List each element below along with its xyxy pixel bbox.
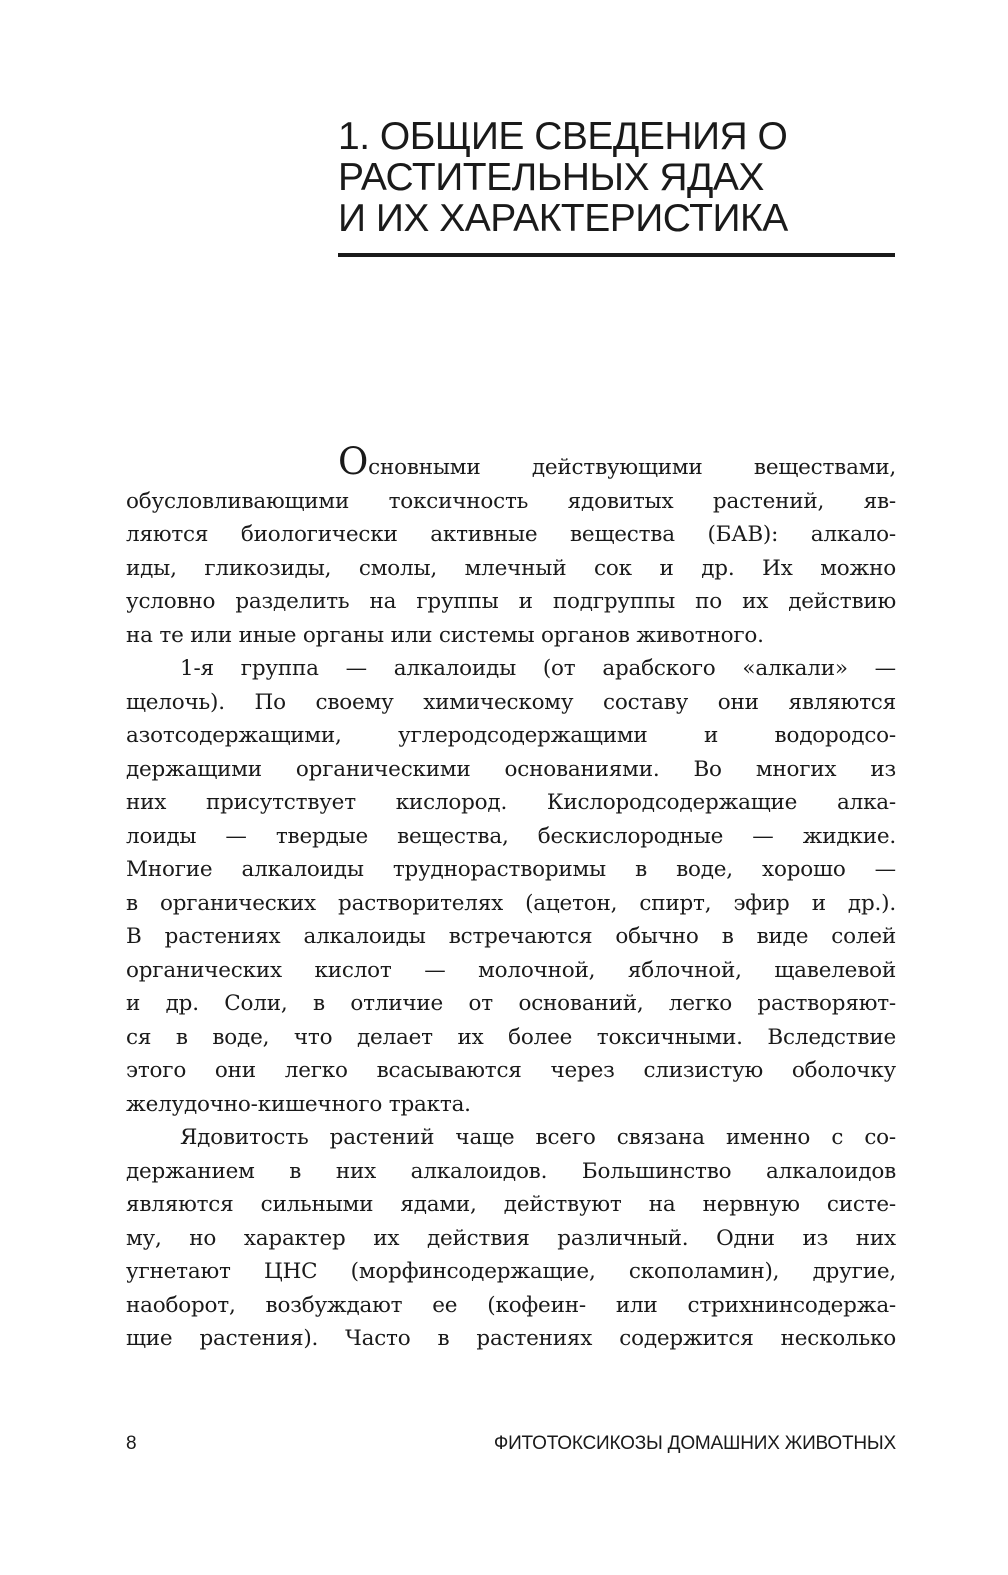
text-line: Многие алкалоиды труднорастворимы в воде, хорошо — <box>126 857 896 882</box>
text-line: щие растения). Часто в растениях содержится несколько <box>126 1326 896 1351</box>
text-line: Основными действующими веществами, <box>338 440 896 483</box>
text-line: В растениях алкалоиды встречаются обычно в виде солей <box>126 924 896 949</box>
text-line: Ядовитость растений чаще всего связана именно с со- <box>180 1125 896 1150</box>
chapter-heading-line: 1. ОБЩИЕ СВЕДЕНИЯ О <box>338 115 788 158</box>
text-line: на те или иные органы или системы органов животного. <box>126 622 764 648</box>
text-line: лоиды — твердые вещества, бескислородные — жидкие. <box>126 823 896 849</box>
text-line: му, но характер их действия различный. Одни из них <box>126 1225 896 1251</box>
text-line: азотсодержащими, углеродсодержащими и водородсо- <box>126 723 896 748</box>
text-line: в органических растворителях (ацетон, спирт, эфир и др.). <box>126 890 896 916</box>
text-line: 1-я группа — алкалоиды (от арабского «алкали» — <box>180 656 896 681</box>
text-line: обусловливающими токсичность ядовитых растений, яв- <box>126 488 896 514</box>
chapter-heading <box>338 116 898 239</box>
text-line: являются сильными ядами, действуют на нервную систе- <box>126 1192 896 1217</box>
text-line: желудочно-кишечного тракта. <box>126 1091 471 1117</box>
running-title: ФИТОТОКСИКОЗЫ ДОМАШНИХ ЖИВОТНЫХ <box>493 1433 896 1454</box>
text-line: органических кислот — молочной, яблочной, щавелевой <box>126 957 896 983</box>
heading-rule <box>338 253 895 257</box>
text-line: держащими органическими основаниями. Во многих из <box>126 756 896 782</box>
chapter-heading-line: И ИХ ХАРАКТЕРИСТИКА <box>338 197 788 240</box>
text-line: ся в воде, что делает их более токсичными. Вследствие <box>126 1024 896 1050</box>
paragraph-3 <box>126 1121 896 1356</box>
text-line: этого они легко всасываются через слизистую оболочку <box>126 1058 896 1083</box>
text-line: угнетают ЦНС (морфинсодержащие, скополамин), другие, <box>126 1259 896 1284</box>
text-line: щелочь). По своему химическому составу они являются <box>126 689 896 715</box>
body-text <box>126 440 896 1356</box>
text-line: наоборот, возбуждают ее (кофеин- или стрихнинсодержа- <box>126 1292 896 1318</box>
paragraph-1 <box>126 440 896 652</box>
text-line: и др. Соли, в отличие от оснований, легко растворяют- <box>126 991 896 1016</box>
page-number: 8 <box>126 1433 137 1454</box>
text-line: них присутствует кислород. Кислородсодержащие алка- <box>126 790 896 815</box>
text-line: держанием в них алкалоидов. Большинство алкалоидов <box>126 1158 896 1184</box>
paragraph-2 <box>126 652 896 1121</box>
chapter-heading-line: РАСТИТЕЛЬНЫХ ЯДАХ <box>338 156 764 199</box>
drop-letter: О <box>338 440 369 483</box>
text-line: иды, гликозиды, смолы, млечный сок и др. Их можно <box>126 555 896 581</box>
text-line: условно разделить на группы и подгруппы по их действию <box>126 589 896 614</box>
text-line: ляются биологически активные вещества (БАВ): алкало- <box>126 522 896 547</box>
